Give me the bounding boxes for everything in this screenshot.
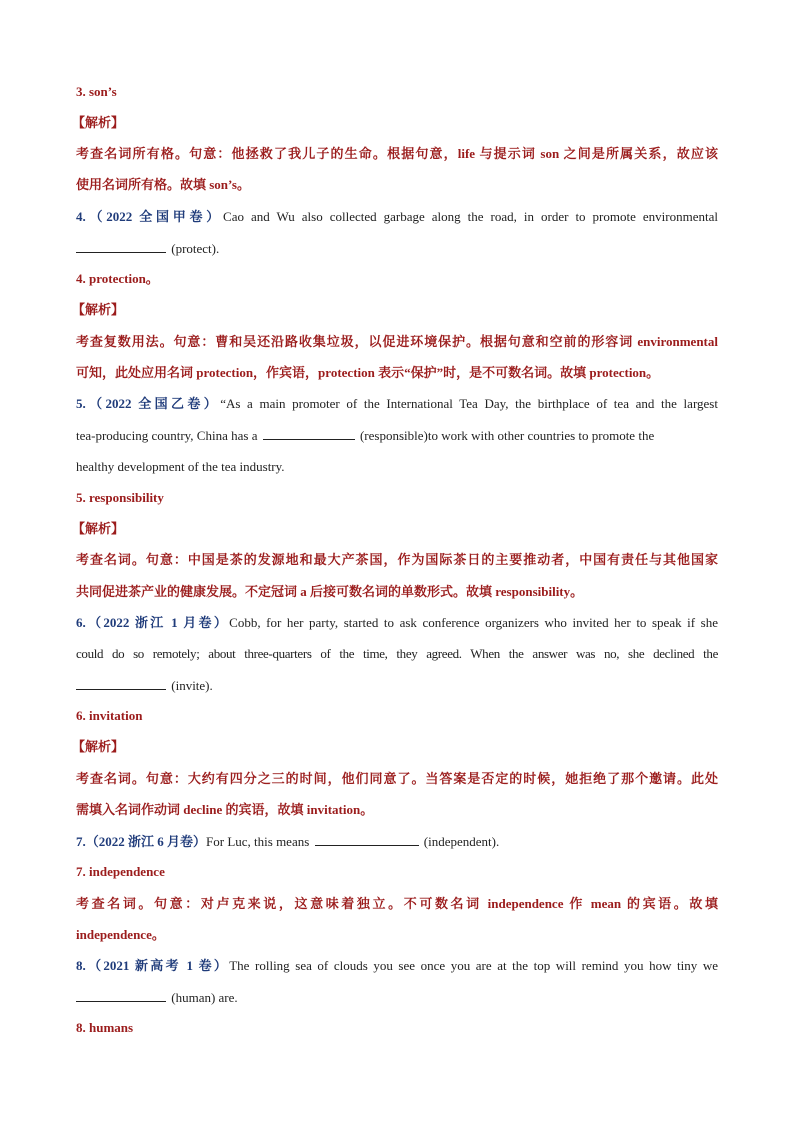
analysis-label-5: 【解析】: [72, 521, 125, 536]
question-source: （2022 浙江 6 月卷）: [85, 834, 207, 849]
answer-blank[interactable]: [76, 240, 166, 253]
question-8-line2: [76, 989, 718, 1006]
question-6-line3: [76, 677, 718, 694]
question-source: （2022 全国甲卷）: [85, 209, 224, 224]
explanation-6-line2: 需填入名词作动词 decline 的宾语，故填 invitation。: [76, 802, 374, 817]
question-hint: (independent).: [423, 834, 500, 849]
question-6-line2: could do so remotely; about three-quarters of the time, they agreed. When the answer was no, she declined the: [76, 646, 718, 661]
question-source: （2022 浙江 1 月卷）: [85, 615, 230, 630]
answer-4: 4. protection。: [76, 271, 159, 286]
question-number: 8.: [76, 958, 86, 973]
answer-blank[interactable]: [315, 833, 419, 846]
question-text: Cobb, for her party, started to ask conference organizers who invited her to speak if she: [229, 615, 718, 630]
question-8-line1: [76, 958, 718, 974]
question-text: “As a main promoter of the International Tea Day, the birthplace of tea and the largest: [220, 396, 718, 411]
explanation-4-line2: 可知，此处应用名词 protection，作宾语，protection 表示“保护”时，是不可数名词。故填 protection。: [76, 365, 660, 380]
question-hint: (invite).: [171, 678, 213, 693]
answer-blank[interactable]: [76, 677, 166, 690]
explanation-6-line1: 考查名词。句意：大约有四分之三的时间，他们同意了。当答案是否定的时候，她拒绝了那个邀请。此处: [76, 771, 718, 786]
question-5-line2: [76, 427, 718, 444]
explanation-4-line1: 考查复数用法。句意：曹和吴还沿路收集垃圾，以促进环境保护。根据句意和空前的形容词 environmental: [76, 334, 718, 349]
question-number: 5.: [76, 396, 86, 411]
explanation-5-line2: 共同促进茶产业的健康发展。不定冠词 a 后接可数名词的单数形式。故填 responsibility。: [76, 584, 584, 599]
answer-7: 7. independence: [76, 864, 165, 879]
question-number: 6.: [76, 615, 86, 630]
question-4-line1: [76, 209, 718, 225]
answer-blank[interactable]: [76, 989, 166, 1002]
answer-5: 5. responsibility: [76, 490, 164, 505]
question-text: Cao and Wu also collected garbage along the road, in order to promote environmental: [223, 209, 718, 224]
question-hint: (protect).: [171, 241, 220, 256]
question-5-line1: [76, 396, 718, 412]
question-4-line2: [76, 240, 718, 257]
question-source: （2021 新高考 1 卷）: [85, 958, 230, 973]
explanation-3-line1: 考查名词所有格。句意：他拯救了我儿子的生命。根据句意，life 与提示词 son 之间是所属关系，故应该: [76, 146, 718, 161]
explanation-7-line2: independence。: [76, 927, 165, 942]
question-number: 7.: [76, 834, 86, 849]
answer-3: 3. son’s: [76, 84, 117, 99]
question-source: （2022 全国乙卷）: [85, 396, 221, 411]
question-text: The rolling sea of clouds you see once you are at the top will remind you how tiny we: [229, 958, 718, 973]
analysis-label-6: 【解析】: [72, 739, 125, 754]
question-text: For Luc, this means: [206, 834, 310, 849]
explanation-3-line2: 使用名词所有格。故填 son’s。: [76, 177, 250, 192]
answer-8: 8. humans: [76, 1020, 134, 1035]
explanation-7-line1: 考查名词。句意：对卢克来说，这意味着独立。不可数名词 independence 作 mean 的宾语。故填: [76, 896, 718, 911]
question-text: (responsible)to work with other countries to promote the: [359, 428, 655, 443]
analysis-label-4: 【解析】: [72, 302, 125, 317]
answer-blank[interactable]: [263, 427, 355, 440]
answer-6: 6. invitation: [76, 708, 143, 723]
analysis-label-3: 【解析】: [72, 115, 125, 130]
explanation-5-line1: 考查名词。句意：中国是茶的发源地和最大产茶国，作为国际茶日的主要推动者，中国有责任与其他国家: [76, 552, 718, 567]
question-7-line1: [76, 833, 718, 850]
question-6-line1: [76, 615, 718, 631]
question-hint: (human) are.: [171, 990, 238, 1005]
question-text: tea-producing country, China has a: [76, 428, 258, 443]
question-number: 4.: [76, 209, 86, 224]
question-5-line3: healthy development of the tea industry.: [76, 459, 285, 474]
